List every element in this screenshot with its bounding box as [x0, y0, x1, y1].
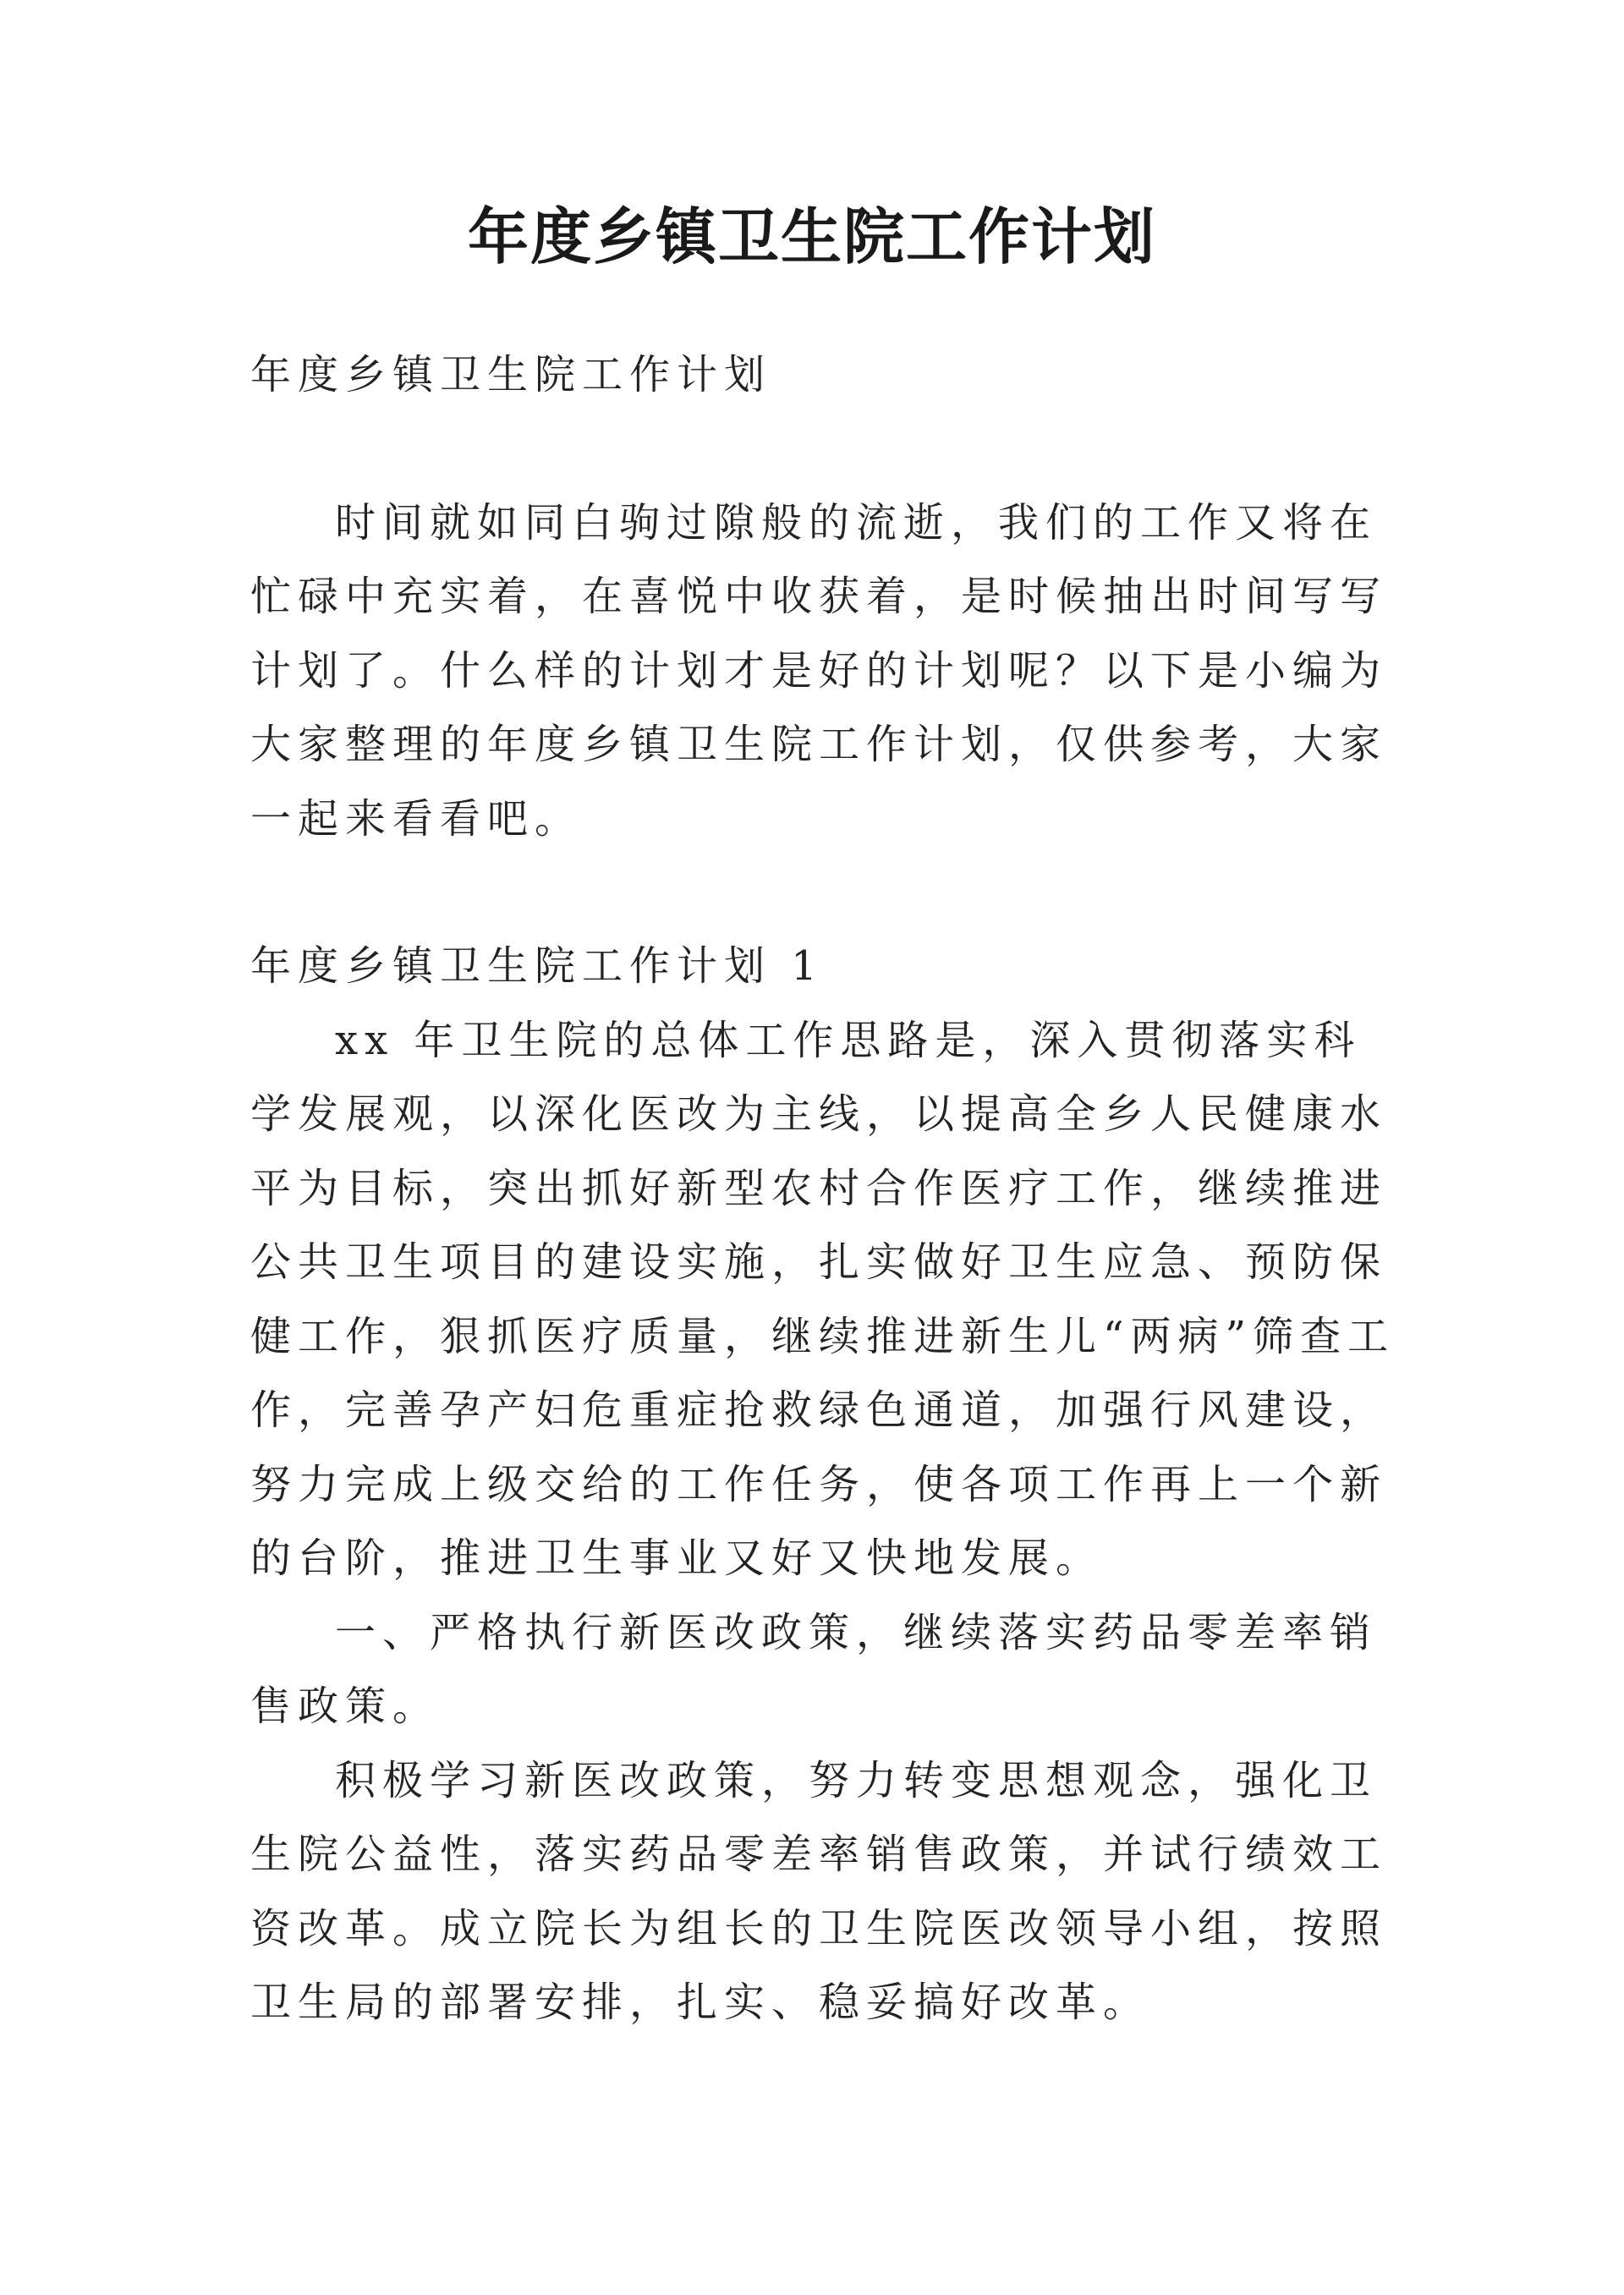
section-heading: 年度乡镇卫生院工作计划 1	[250, 942, 824, 990]
body-paragraph-1: xx 年卫生院的总体工作思路是，深入贯彻落实科学发展观，以深化医改为主线，以提高全乡人民健康水平为目标，突出抓好新型农村合作医疗工作，继续推进公共卫生项目的建设实施，扎实做好卫生应急、预防保健工作，狠抓医疗质量，继续推进新生儿“两病”筛查工作，完善孕产妇危重症抢救绿色通道，加强行风建设，努力完成上级交给的工作任务，使各项工作再上一个新的台阶，推进卫生事业又好又快地发展。	[250, 1016, 1396, 1582]
document-title: 年度乡镇卫生院工作计划	[467, 200, 1156, 272]
body-paragraph-2: 一、严格执行新医改政策，继续落实药品零差率销售政策。	[250, 1608, 1378, 1730]
body-paragraph-3: 积极学习新医改政策，努力转变思想观念，强化卫生院公益性，落实药品零差率销售政策，并试行绩效工资改革。成立院长为组长的卫生院医改领导小组，按照卫生局的部署安排，扎实、稳妥搞好改革。	[250, 1756, 1388, 2026]
intro-paragraph: 时间就如同白驹过隙般的流逝，我们的工作又将在忙碌中充实着，在喜悦中收获着，是时候抽出时间写写计划了。什么样的计划才是好的计划呢？以下是小编为大家整理的年度乡镇卫生院工作计划，仅供参考，大家一起来看看吧。	[250, 498, 1388, 843]
document-subtitle: 年度乡镇卫生院工作计划	[250, 351, 772, 398]
document-body	[250, 338, 1401, 2040]
